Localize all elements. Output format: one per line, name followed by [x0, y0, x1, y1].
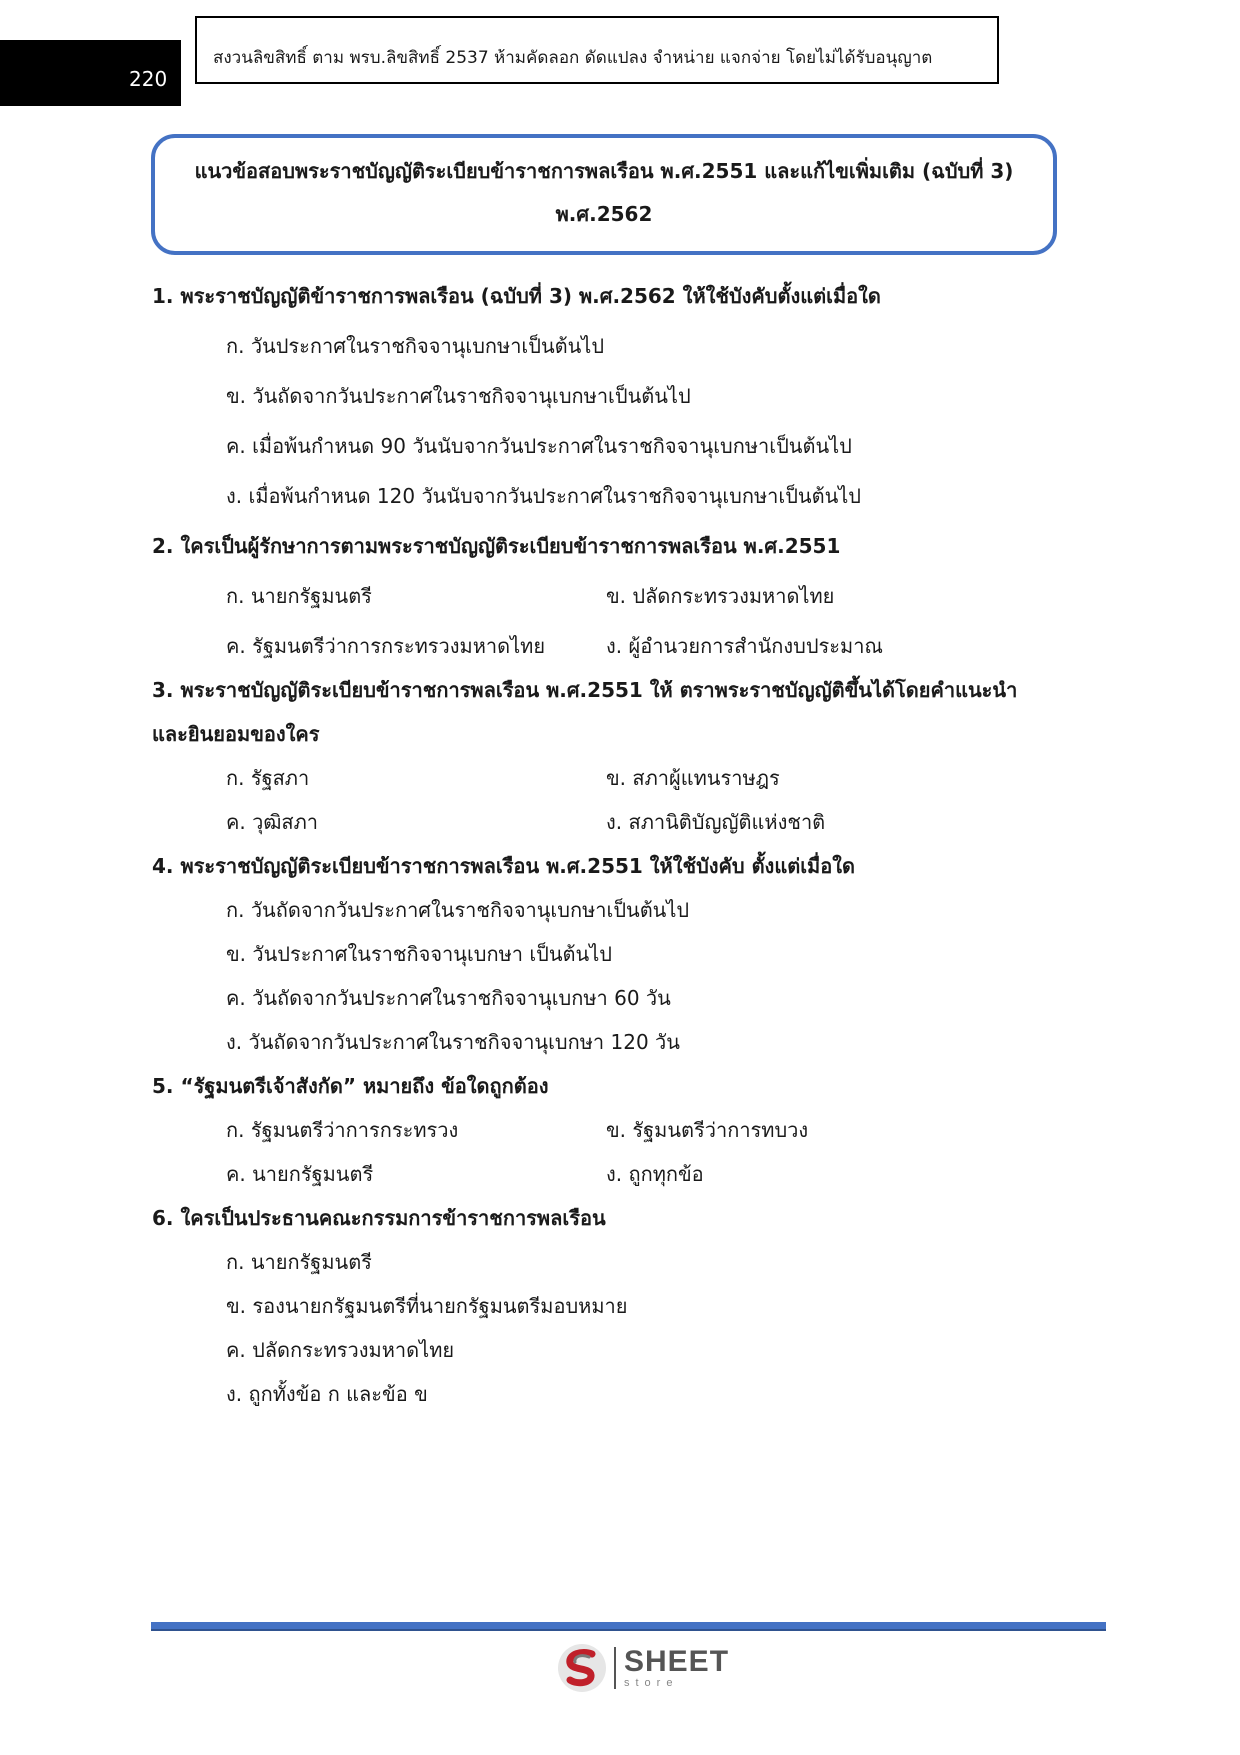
option-c: ค. วันถัดจากวันประกาศในราชกิจจานุเบกษา 60 วัน	[226, 986, 671, 1010]
option-a: ก. นายกรัฐมนตรี	[226, 1250, 372, 1274]
option-b: ข. ปลัดกระทรวงมหาดไทย	[606, 584, 835, 608]
sheet-store-logo	[556, 1641, 729, 1695]
question-text-line-1: 3. พระราชบัญญัติระเบียบข้าราชการพลเรือน พ.ศ.2551 ให้ ตราพระราชบัญญัติขึ้นได้โดยคำแนะนำ	[152, 678, 1018, 702]
option-a: ก. วันถัดจากวันประกาศในราชกิจจานุเบกษาเป็นต้นไป	[226, 898, 690, 922]
question-text: 5. “รัฐมนตรีเจ้าสังกัด” หมายถึง ข้อใดถูกต้อง	[152, 1074, 549, 1098]
document-title	[151, 134, 1057, 255]
option-d: ง. ผู้อำนวยการสำนักงบประมาณ	[606, 634, 883, 658]
logo-sub-text: store	[624, 1677, 679, 1689]
option-a: ก. นายกรัฐมนตรี	[226, 584, 372, 608]
option-c: ค. นายกรัฐมนตรี	[226, 1162, 374, 1186]
question-list	[152, 274, 1072, 1416]
option-b: ข. วันประกาศในราชกิจจานุเบกษา เป็นต้นไป	[226, 942, 612, 966]
option-b: ข. รัฐมนตรีว่าการทบวง	[606, 1118, 809, 1142]
question-text: 1. พระราชบัญญัติข้าราชการพลเรือน (ฉบับที่ 3) พ.ศ.2562 ให้ใช้บังคับตั้งแต่เมื่อใด	[152, 284, 881, 308]
option-d: ง. ถูกทั้งข้อ ก และข้อ ข	[226, 1382, 428, 1406]
title-line-1: แนวข้อสอบพระราชบัญญัติระเบียบข้าราชการพลเรือน พ.ศ.2551 และแก้ไขเพิ่มเติม (ฉบับที่ 3)	[194, 159, 1014, 183]
option-b: ข. วันถัดจากวันประกาศในราชกิจจานุเบกษาเป็นต้นไป	[226, 384, 691, 408]
copyright-text: สงวนลิขสิทธิ์ ตาม พรบ.ลิขสิทธิ์ 2537 ห้ามคัดลอก ดัดแปลง จำหน่าย แจกจ่าย โดยไม่ได้รับอนุญาต	[213, 48, 933, 68]
question-1	[152, 274, 1072, 518]
copyright-notice	[195, 16, 999, 84]
option-c: ค. วุฒิสภา	[226, 810, 319, 834]
logo-text	[624, 1647, 729, 1689]
option-row	[152, 1152, 1072, 1196]
option-b: ข. สภาผู้แทนราษฎร	[606, 766, 780, 790]
option-row	[152, 800, 1072, 844]
logo-main-text: SHEET	[624, 1645, 730, 1678]
option-c: ค. รัฐมนตรีว่าการกระทรวงมหาดไทย	[226, 634, 546, 658]
option-row	[152, 756, 1072, 800]
option-a: ก. วันประกาศในราชกิจจานุเบกษาเป็นต้นไป	[226, 334, 605, 358]
page-number-text: 220	[129, 67, 168, 91]
question-text: 6. ใครเป็นประธานคณะกรรมการข้าราชการพลเรือน	[152, 1206, 606, 1230]
option-c: ค. เมื่อพ้นกำหนด 90 วันนับจากวันประกาศในราชกิจจานุเบกษาเป็นต้นไป	[226, 434, 852, 458]
question-text-line-2: และยินยอมของใคร	[152, 722, 320, 746]
footer-divider	[151, 1622, 1106, 1631]
question-2	[152, 524, 1072, 668]
option-d: ง. ถูกทุกข้อ	[606, 1162, 704, 1186]
option-d: ง. เมื่อพ้นกำหนด 120 วันนับจากวันประกาศในราชกิจจานุเบกษาเป็นต้นไป	[226, 484, 861, 508]
logo-divider	[614, 1647, 616, 1689]
question-text: 4. พระราชบัญญัติระเบียบข้าราชการพลเรือน พ.ศ.2551 ให้ใช้บังคับ ตั้งแต่เมื่อใด	[152, 854, 855, 878]
option-a: ก. รัฐมนตรีว่าการกระทรวง	[226, 1118, 459, 1142]
option-row	[152, 1108, 1072, 1152]
question-3	[152, 668, 1072, 844]
option-a: ก. รัฐสภา	[226, 766, 310, 790]
option-c: ค. ปลัดกระทรวงมหาดไทย	[226, 1338, 455, 1362]
option-d: ง. สภานิติบัญญัติแห่งชาติ	[606, 810, 826, 834]
question-4	[152, 844, 1072, 1064]
option-row	[152, 624, 1072, 668]
option-d: ง. วันถัดจากวันประกาศในราชกิจจานุเบกษา 120 วัน	[226, 1030, 680, 1054]
title-line-2: พ.ศ.2562	[555, 202, 653, 226]
question-6	[152, 1196, 1072, 1416]
page-number	[0, 40, 181, 106]
option-b: ข. รองนายกรัฐมนตรีที่นายกรัฐมนตรีมอบหมาย	[226, 1294, 628, 1318]
question-text: 2. ใครเป็นผู้รักษาการตามพระราชบัญญัติระเบียบข้าราชการพลเรือน พ.ศ.2551	[152, 534, 841, 558]
question-5	[152, 1064, 1072, 1196]
sheet-store-s-icon	[556, 1642, 608, 1694]
option-row	[152, 574, 1072, 618]
